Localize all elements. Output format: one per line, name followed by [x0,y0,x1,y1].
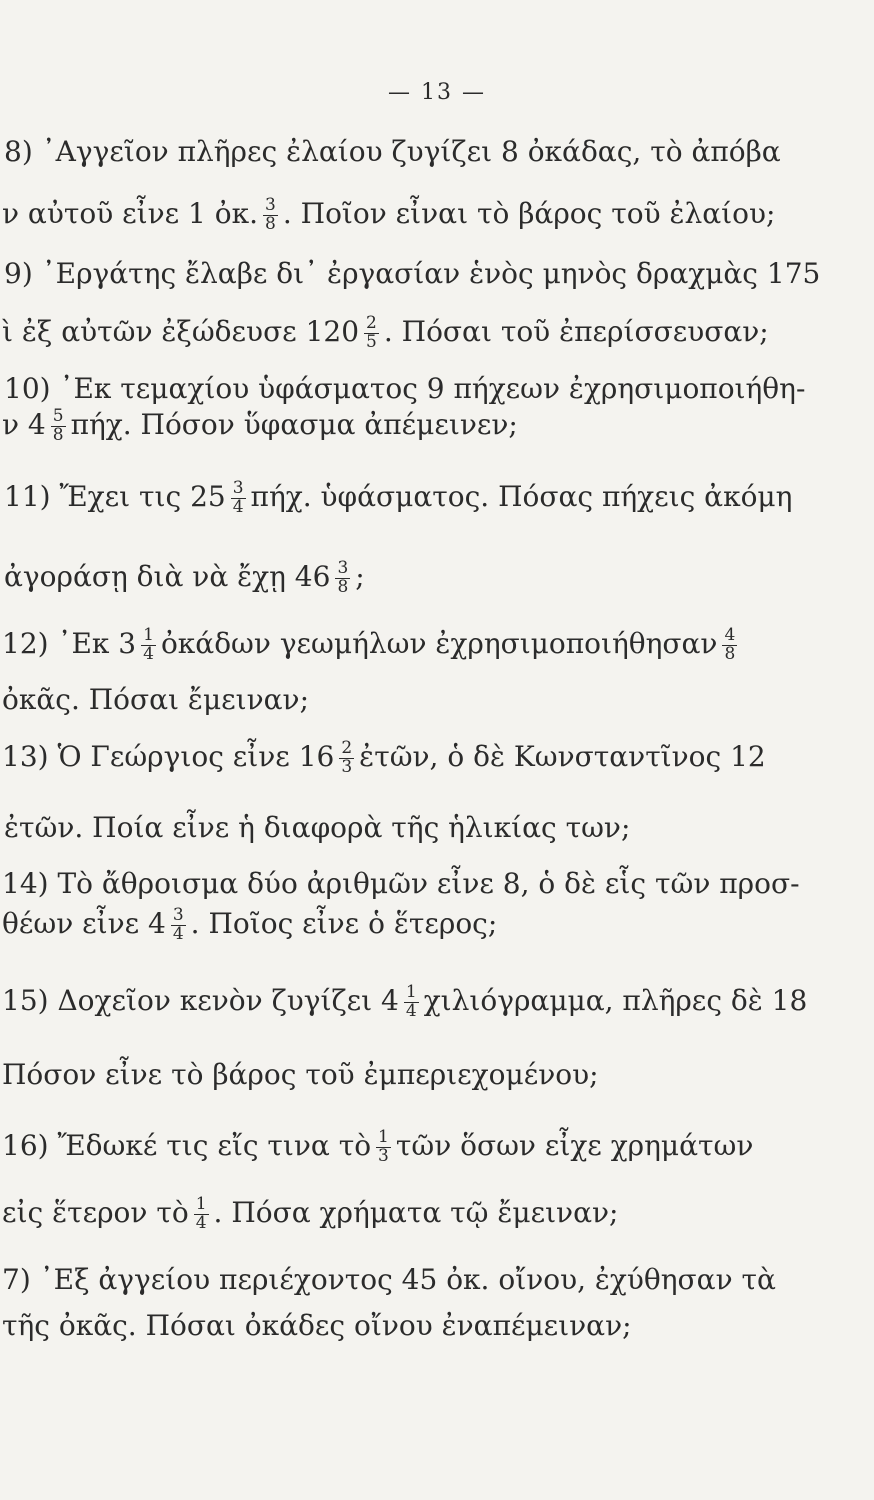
fraction: $\frac{1}{4}$ [405,982,417,1021]
fraction: $\frac{3}{8}$ [265,195,276,234]
text-line: 13) Ὁ Γεώργιος εἶνε 16 $\frac{2}{3}$ ἐτῶν, ὁ δὲ Κωνσταντῖνος 12 [2,738,766,777]
fraction: $\frac{2}{3}$ [341,738,353,777]
text-line: ἀγοράσῃ διὰ νὰ ἔχῃ 46 $\frac{3}{8}$ ; [4,558,365,597]
fraction: $\frac{3}{4}$ [172,905,184,944]
fraction: $\frac{3}{8}$ [337,558,349,597]
text-line: τῆς ὀκᾶς. Πόσαι ὀκάδες οἴνου ἐναπέμειναν; [2,1309,632,1342]
text-line: θέων εἶνε 4 $\frac{3}{4}$ . Ποῖος εἶνε ὁ ἕτερος; [2,905,498,944]
text-line: 14) Τὸ ἄθροισμα δύο ἀριθμῶν εἶνε 8, ὁ δὲ εἷς τῶν προσ- [2,867,800,900]
text-line: εἰς ἕτερον τὸ $\frac{1}{4}$ . Πόσα χρήματα τῷ ἔμειναν; [2,1194,619,1233]
text-line: ὀκᾶς. Πόσαι ἔμειναν; [2,683,310,716]
text-line: ἐτῶν. Ποία εἶνε ἡ διαφορὰ τῆς ἡλικίας των; [4,811,631,844]
fraction: $\frac{1}{4}$ [195,1194,207,1233]
fraction: $\frac{1}{3}$ [378,1127,389,1166]
text-line: ὶ ἐξ αὐτῶν ἐξώδευσε 120 $\frac{2}{5}$ . Πόσαι τοῦ ἐπερίσσευσαν; [2,313,769,352]
text-line: 8) ᾿Αγγεῖον πλῆρες ἐλαίου ζυγίζει 8 ὀκάδας, τὸ ἀπόβα [4,135,781,168]
text-line: ν 4 $\frac{5}{8}$ πήχ. Πόσον ὕφασμα ἀπέμεινεν; [2,406,518,445]
text-line: 7) ᾿Εξ ἀγγείου περιέχοντος 45 ὀκ. οἴνου, ἐχύθησαν τὰ [2,1263,776,1296]
text-line: 15) Δοχεῖον κενὸν ζυγίζει 4 $\frac{1}{4}$ χιλιόγραμμα, πλῆρες δὲ 18 [2,982,808,1021]
fraction: $\frac{4}{8}$ [724,625,736,664]
fraction: $\frac{5}{8}$ [52,406,64,445]
page-number: — 13 — [388,80,486,105]
text-line: 12) ᾿Εκ 3 $\frac{1}{4}$ ὀκάδων γεωμήλων ἐχρησιμοποιήθησαν $\frac{4}{8}$ [2,625,736,664]
text-line: 11) Ἔχει τις 25 $\frac{3}{4}$ πήχ. ὑφάσματος. Πόσας πήχεις ἀκόμη [4,478,793,517]
text-line: 9) ᾿Εργάτης ἔλαβε δι᾿ ἐργασίαν ἑνὸς μηνὸς δραχμὰς 175 [4,257,821,290]
text-line: ν αὐτοῦ εἶνε 1 ὀκ. $\frac{3}{8}$ . Ποῖον εἶναι τὸ βάρος τοῦ ἐλαίου; [2,195,776,234]
fraction: $\frac{3}{4}$ [232,478,244,517]
text-line: Πόσον εἶνε τὸ βάρος τοῦ ἐμπεριεχομένου; [2,1058,599,1091]
fraction: $\frac{2}{5}$ [366,313,377,352]
text-line: 10) ᾿Εκ τεμαχίου ὑφάσματος 9 πήχεων ἐχρησιμοποιήθη- [4,372,806,405]
fraction: $\frac{1}{4}$ [143,625,154,664]
text-line: 16) Ἔδωκέ τις εἴς τινα τὸ $\frac{1}{3}$ τῶν ὅσων εἶχε χρημάτων [2,1127,754,1166]
